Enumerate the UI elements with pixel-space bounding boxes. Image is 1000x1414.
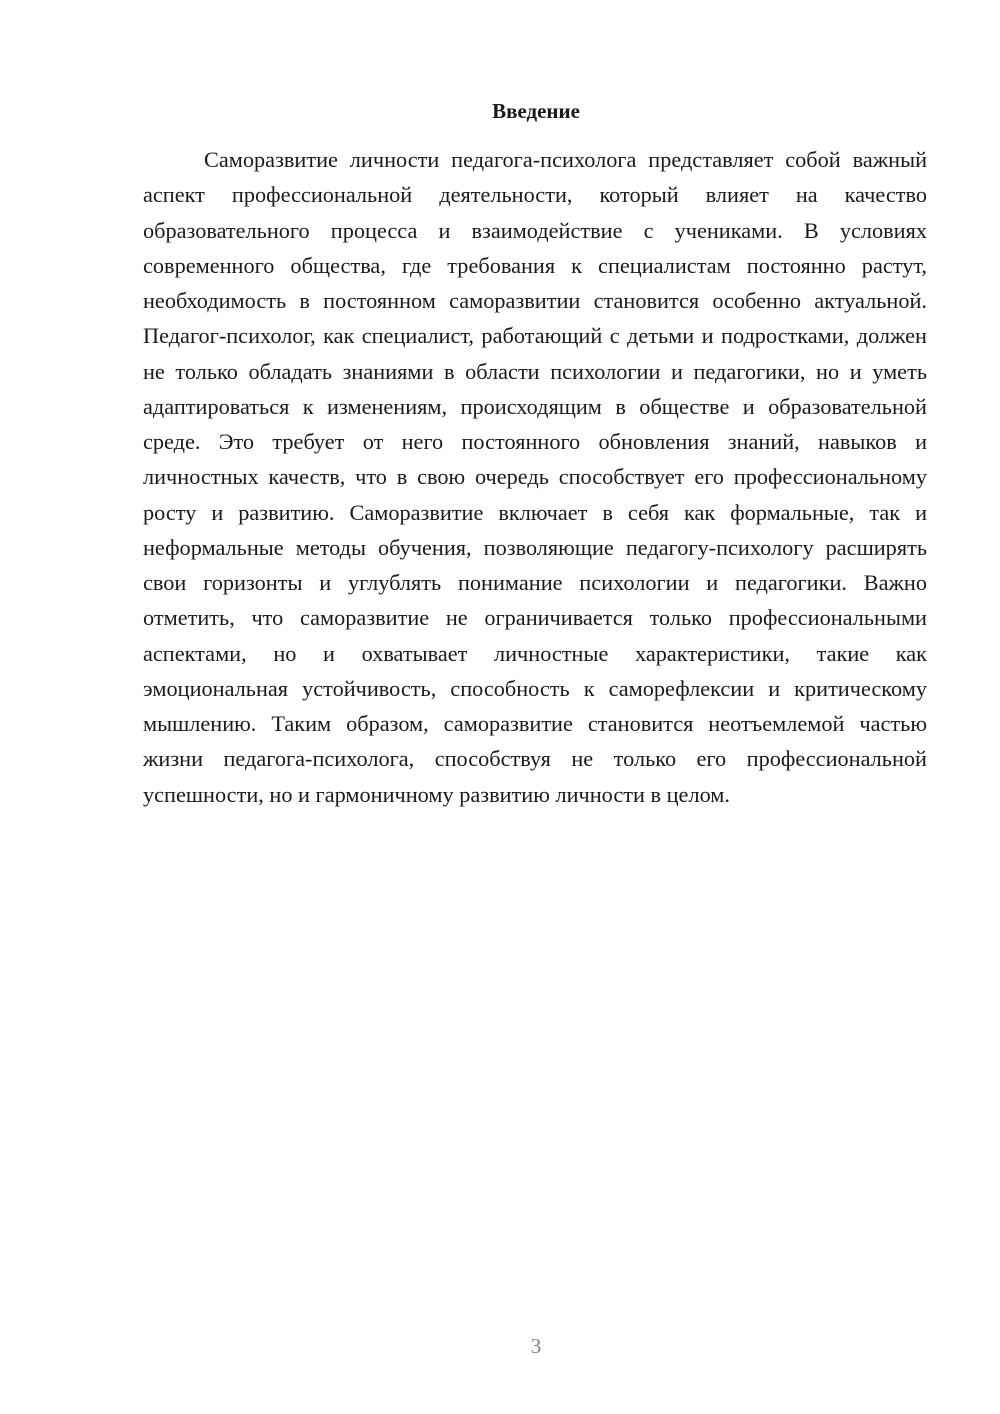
- page-number: 3: [530, 1334, 542, 1358]
- section-title: Введение: [492, 99, 580, 123]
- body-paragraph: Саморазвитие личности педагога-психолога представляет собой важный аспект профессиональной деятельности, который влияет на качество образовательного процесса и взаимодействие с учениками. В условиях современного общества, где требования к специалистам постоянно растут, необходимость в постоянном саморазвитии становится особенно актуальной. Педагог-психолог, как специалист, работающий с детьми и подростками, должен не только обладать знаниями в области психологии и педагогики, но и уметь адаптироваться к изменениям, происходящим в обществе и образовательной среде. Это требует от него постоянного обновления знаний, навыков и личностных качеств, что в свою очередь способствует его профессиональному росту и развитию. Саморазвитие включает в себя как формальные, так и неформальные методы обучения, позволяющие педагогу-психологу расширять свои горизонты и углублять понимание психологии и педагогики. Важно отметить, что саморазвитие не ограничивается только профессиональными аспектами, но и охватывает личностные характеристики, такие как эмоциональная устойчивость, способность к саморефлексии и критическому мышлению. Таким образом, саморазвитие становится неотъемлемой частью жизни педагога-психолога, способствуя не только его профессиональной успешности, но и гармоничному развитию личности в целом.: [143, 147, 927, 807]
